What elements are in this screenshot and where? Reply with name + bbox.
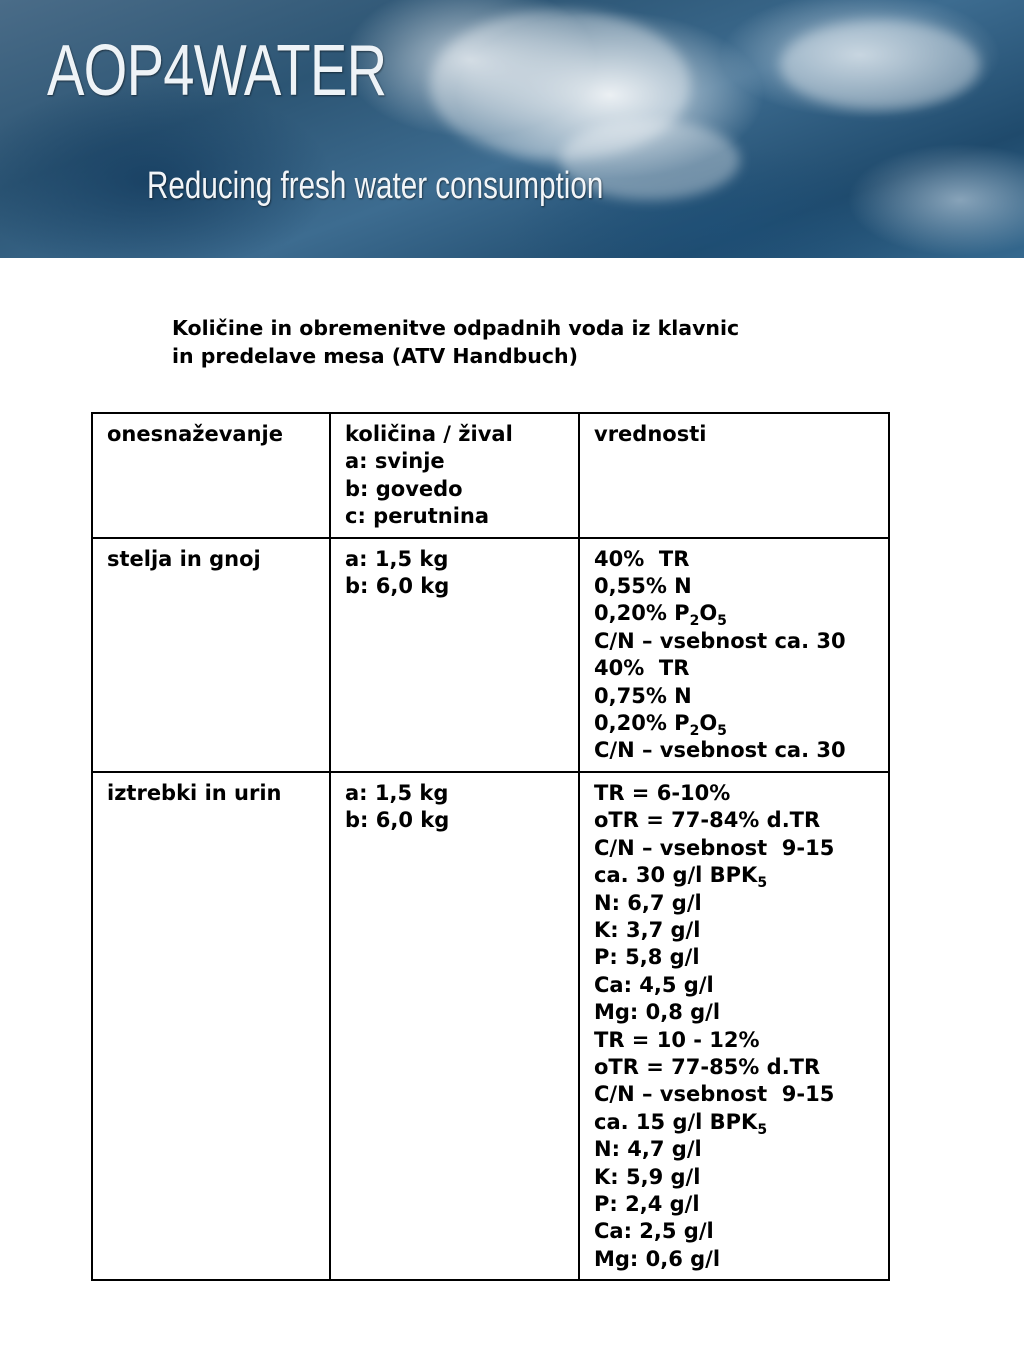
subscript: 5 — [717, 613, 727, 630]
header-amount-option: c: perutnina — [345, 504, 490, 529]
amount-value: b: 6,0 kg — [345, 808, 450, 833]
subscript: 5 — [717, 723, 727, 740]
value-line: C/N – vsebnost 9-15 — [594, 1082, 835, 1107]
pollution-label: stelja in gnoj — [107, 546, 261, 571]
subscript: 2 — [689, 613, 700, 630]
value-line: Mg: 0,6 g/l — [594, 1246, 721, 1271]
values-cell — [579, 538, 889, 772]
value-line: K: 3,7 g/l — [594, 917, 701, 942]
value-line: ca. 30 g/l $BPK_5$ — [594, 863, 768, 892]
amount-cell — [330, 538, 579, 772]
amount-cell — [330, 772, 579, 1280]
value-line: 0,55% N — [594, 574, 692, 599]
pollution-cell — [92, 772, 330, 1280]
amount-value: b: 6,0 kg — [345, 574, 450, 599]
value-line: P: 5,8 g/l — [594, 945, 700, 970]
header-cell — [92, 413, 330, 538]
logo-text: AOP4WATER — [47, 31, 387, 111]
table-header-row — [92, 413, 889, 538]
value-line: K: 5,9 g/l — [594, 1164, 701, 1189]
header-amount-option: a: svinje — [345, 449, 445, 474]
subscript: 5 — [757, 875, 768, 892]
subscript: 2 — [689, 723, 700, 740]
amount-value: a: 1,5 kg — [345, 780, 449, 805]
value-line: Mg: 0,8 g/l — [594, 1000, 721, 1025]
value-line: C/N – vsebnost ca. 30 — [594, 738, 846, 763]
pollution-cell — [92, 538, 330, 772]
value-line: TR = 6-10% — [594, 780, 731, 805]
title-line: in predelave mesa (ATV Handbuch) — [172, 344, 578, 368]
value-line: C/N – vsebnost ca. 30 — [594, 628, 846, 653]
wave-spray — [780, 20, 980, 110]
value-line: Ca: 4,5 g/l — [594, 972, 714, 997]
amount-value: a: 1,5 kg — [345, 546, 449, 571]
header-banner — [0, 0, 1024, 258]
value-line: 0,75% N — [594, 683, 692, 708]
value-line: N: 6,7 g/l — [594, 890, 702, 915]
pollution-label: iztrebki in urin — [107, 780, 282, 805]
value-line: oTR = 77-85% d.TR — [594, 1054, 821, 1079]
header-amount: količina / žival — [345, 422, 513, 446]
header-cell — [579, 413, 889, 538]
value-line: N: 4,7 g/l — [594, 1137, 702, 1162]
subscript: 5 — [757, 1121, 768, 1138]
value-line: 0,20% $P_2O_5$ — [594, 601, 727, 630]
title-line: Količine in obremenitve odpadnih voda iz klavnic — [172, 316, 740, 340]
value-line: oTR = 77-84% d.TR — [594, 808, 821, 833]
value-line: Ca: 2,5 g/l — [594, 1219, 714, 1244]
header-pollution: onesnaževanje — [107, 422, 283, 446]
value-line: 40% TR — [594, 656, 690, 681]
value-line: ca. 15 g/l $BPK_5$ — [594, 1109, 768, 1138]
values-cell — [579, 772, 889, 1280]
value-line: 0,20% $P_2O_5$ — [594, 711, 727, 740]
header-values: vrednosti — [594, 422, 707, 446]
value-line: C/N – vsebnost 9-15 — [594, 835, 835, 860]
table-row — [92, 538, 889, 772]
header-amount-option: b: govedo — [345, 476, 463, 501]
table-row — [92, 772, 889, 1280]
pollution-table — [91, 412, 890, 1281]
document-title — [172, 314, 739, 370]
value-line: P: 2,4 g/l — [594, 1191, 700, 1216]
value-line: 40% TR — [594, 546, 690, 571]
header-cell — [330, 413, 579, 538]
tagline: Reducing fresh water consumption — [147, 165, 604, 207]
value-line: TR = 10 - 12% — [594, 1027, 760, 1052]
